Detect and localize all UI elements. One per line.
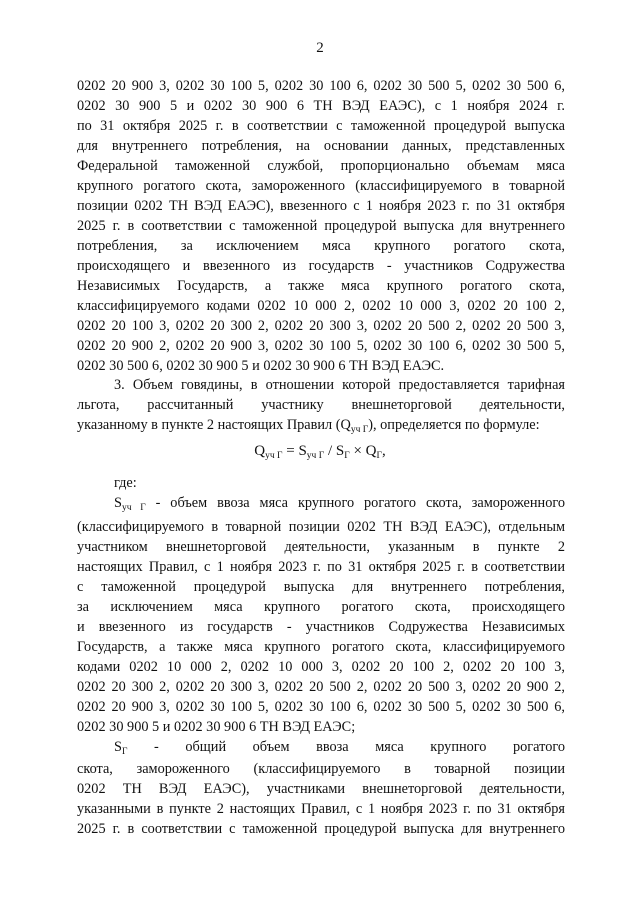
s-definition-line: 0202 20 300 2, 0202 20 300 3, 0202 20 500 2, 0202 20 500 3, 0202 20 900 2,: [77, 679, 565, 695]
para1-line: 2025 г. в соответствии с таможенной процедурой выпуска для внутреннего: [77, 218, 565, 234]
para1-line: Независимых Государств, а также мяса крупного рогатого скота,: [77, 278, 565, 294]
para1-line: Федеральной таможенной службой, пропорционально объемам мяса: [77, 158, 565, 174]
para2-line: льгота, рассчитанный участнику внешнеторговой деятельности,: [77, 397, 565, 413]
para1-line: классифицируемого кодами 0202 10 000 2, 0202 10 000 3, 0202 20 100 2,: [77, 298, 565, 314]
s-definition-line: кодами 0202 10 000 2, 0202 10 000 3, 0202 20 100 2, 0202 20 100 3,: [77, 659, 565, 675]
sg-definition-line: 2025 г. в соответствии с таможенной процедурой выпуска для внутреннего: [77, 821, 565, 837]
para2-line: указанному в пункте 2 настоящих Правил $(Q_{уч Г})$, определяется по формуле:: [77, 417, 540, 435]
para1-line: по 31 октября 2025 г. в соответствии с таможенной процедурой выпуска: [77, 118, 565, 134]
sg-definition-first-line: $S_Г$ - общий объем ввоза мяса крупного рогатого: [114, 739, 565, 757]
where-label: где:: [114, 475, 137, 491]
para1-line: позиции 0202 ТН ВЭД ЕАЭС), ввезенного с 1 ноября 2023 г. по 31 октября: [77, 198, 565, 214]
s-definition-line: с таможенной процедурой выпуска для внутреннего потребления,: [77, 579, 565, 595]
s-definition-line: Государств, а также мяса крупного рогатого скота, классифицируемого: [77, 639, 565, 655]
s-definition-line: настоящих Правил, с 1 ноября 2023 г. по 31 октября 2025 г. в соответствии: [77, 559, 565, 575]
s-definition-line: и ввезенного из государств - участников Содружества Независимых: [77, 619, 565, 635]
page-number: 2: [316, 40, 324, 56]
para1-line: 0202 30 500 6, 0202 30 900 5 и 0202 30 900 6 ТН ВЭД ЕАЭС.: [77, 358, 445, 374]
sg-definition-line: 0202 ТН ВЭД ЕАЭС), участниками внешнеторговой деятельности,: [77, 781, 565, 797]
s-definition-line: за исключением мяса крупного рогатого скота, происходящего: [77, 599, 565, 615]
para1-line: 0202 20 900 2, 0202 20 900 3, 0202 30 100 5, 0202 30 100 6, 0202 30 500 5,: [77, 338, 565, 354]
para1-line: 0202 20 100 3, 0202 20 300 2, 0202 20 300 3, 0202 20 500 2, 0202 20 500 3,: [77, 318, 565, 334]
s-definition-line: 0202 30 900 5 и 0202 30 900 6 ТН ВЭД ЕАЭС;: [77, 719, 356, 735]
sg-definition-line: скота, замороженного (классифицируемого в товарной позиции: [77, 761, 565, 777]
s-definition-first-line: $S_{уч Г}$ - объем ввоза мяса крупного рогатого скота, замороженного: [114, 495, 565, 513]
s-definition-line: участником внешнеторговой деятельности, указанным в пункте 2: [77, 539, 565, 555]
para1-line: для внутреннего потребления, на основании данных, представленных: [77, 138, 565, 154]
formula: $Q_{уч Г} = S_{уч Г} / S_Г \times Q_Г$,: [254, 443, 386, 461]
para1-line: 0202 20 900 3, 0202 30 100 5, 0202 30 100 6, 0202 30 500 5, 0202 30 500 6,: [77, 78, 565, 94]
para2-line: 3. Объем говядины, в отношении которой предоставляется тарифная: [114, 377, 565, 393]
sg-definition-line: указанными в пункте 2 настоящих Правил, с 1 ноября 2023 г. по 31 октября: [77, 801, 565, 817]
s-definition-line: (классифицируемого в товарной позиции 0202 ТН ВЭД ЕАЭС), отдельным: [77, 519, 565, 535]
para1-line: происходящего и ввезенного из государств - участников Содружества: [77, 258, 565, 274]
s-definition-line: 0202 20 900 3, 0202 30 100 5, 0202 30 100 6, 0202 30 500 5, 0202 30 500 6,: [77, 699, 565, 715]
para1-line: 0202 30 900 5 и 0202 30 900 6 ТН ВЭД ЕАЭС), с 1 ноября 2024 г.: [77, 98, 565, 114]
para1-line: крупного рогатого скота, замороженного (классифицируемого в товарной: [77, 178, 565, 194]
para1-line: потребления, за исключением мяса крупного рогатого скота,: [77, 238, 565, 254]
